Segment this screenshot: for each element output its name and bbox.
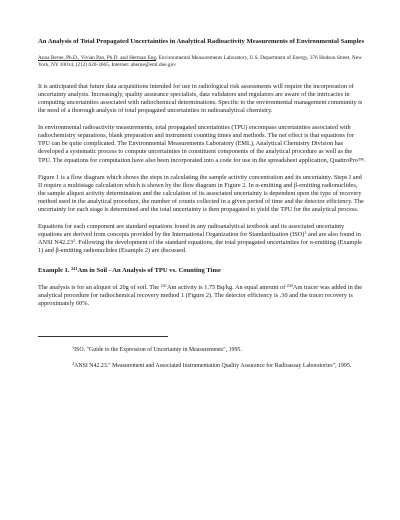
isotope-mass-243: 243 <box>286 282 294 288</box>
footnote-ref-1: 1 <box>304 230 307 236</box>
footnote-2-mark: 2 <box>72 360 75 366</box>
paragraph-equations <box>38 223 366 255</box>
paragraph-example-text-2: Am activity is 1.75 Bq/kg. An equal amount of <box>166 283 287 291</box>
footnote-1-text: ISO. "Guide to the Expression of Uncertainty in Measurements", 1995. <box>74 347 242 354</box>
example-prefix: Example 1. <box>38 267 72 275</box>
example-title: Am in Soil - An Analysis of TPU vs. Counting Time <box>77 267 221 275</box>
paragraph-figures: Figure 1 is a flow diagram which shows the steps in calculating the sample activity concentration and its uncertainty. Steps I and II require a multistage calculation which is shown by the flow diagram in Figure 2. In α-emitting and β-emitting radionuclides, the sample aliquot activity determination and the calculation of its associated uncertainty is dependent upon the type of recovery method used in the analytical procedure, the number of counts collected in a given period of time and the detector efficiency. The uncertainty for each stage is determined and the total uncertainty is then propagated to yield the TPU for the analytical process. <box>38 173 364 214</box>
author-names: Anna Berne, Ph.D., Vivian Pan, Ph.D. and Herman Eng <box>38 55 157 62</box>
paragraph-example-text-1: The analysis is for an aliquot of 20g of soil. The <box>38 283 161 291</box>
footnote-2 <box>38 360 366 371</box>
paragraph-tpu: In environmental radioactivity measurements, total propagated uncertainties (TPU) encompass uncertainties associated with radiochemistry separations, blank preparation and instrument counting times and methods. The net effect is that equations for TPU can be quite complicated. The Environmental Measurements Laboratory (EML), Analytical Chemistry Division has developed a systematic process to compute uncertainties in constituent components of the analytical procedure as well as the TPU. The equations for computation have also been incorporated into a code for use in the spreadsheet application, QuattroPro™. <box>38 124 366 164</box>
paper-title: An Analysis of Total Propagated Uncertainties in Analytical Radioactivity Measurements of Environmental Samples <box>38 38 365 45</box>
author-affiliation: , Environmental Measurements Laboratory, U.S. Department of Energy, 376 Hudson Street, New York, NY 10014, (212) 620-3665, Internet: aberne@eml.doe.gov <box>38 55 362 68</box>
footnote-divider <box>38 336 168 337</box>
paragraph-equations-text-2: and are also found in ANSI N42.23 <box>38 231 361 247</box>
example-isotope-mass: 241 <box>71 266 78 272</box>
paragraph-example <box>38 284 366 308</box>
isotope-mass-241: 241 <box>160 282 167 288</box>
footnote-1 <box>38 347 366 355</box>
paragraph-equations-text-3: . Following the development of the standard equations, the total propagated uncertainties for α-emitting (Example 1) and β-emitting radionuclides (Example 2) are discussed. <box>38 239 363 255</box>
paragraph-example-text-3: Am tracer was added in the analytical procedure for radiochemical recovery method 1 (Figure 2). The detector efficiency is .30 and the tracer recovery is approximately 60%. <box>38 283 363 308</box>
author-line <box>38 55 366 69</box>
paragraph-intro: It is anticipated that future data acquisitions intended for use in radiological risk assessments will require the incorporation of uncertainty analysis. Increasingly, quality assurance specialists, data validators and regulators are aware of the intricacies in computing uncertainties associated with radiochemical determinations. Specific to the environmental management community is the need of a thorough analysis of total propagated uncertainties in radioanalytical chemistry. <box>38 82 363 115</box>
footnote-2-text: ANSI N42.23." Measurement and Associated Instrumentation Quality Assurance for Radioassay Laboratories", 1995. <box>74 362 352 369</box>
footnote-1-mark: 1 <box>72 345 75 351</box>
example-heading <box>38 267 366 275</box>
paragraph-equations-text-1: Equations for each component are standard equations found in any radioanalytical textbook and its associated uncertainty equations are derived from concepts provided by the International Organization for Standardization (ISO) <box>38 223 345 239</box>
footnote-ref-2: 2 <box>72 238 76 244</box>
